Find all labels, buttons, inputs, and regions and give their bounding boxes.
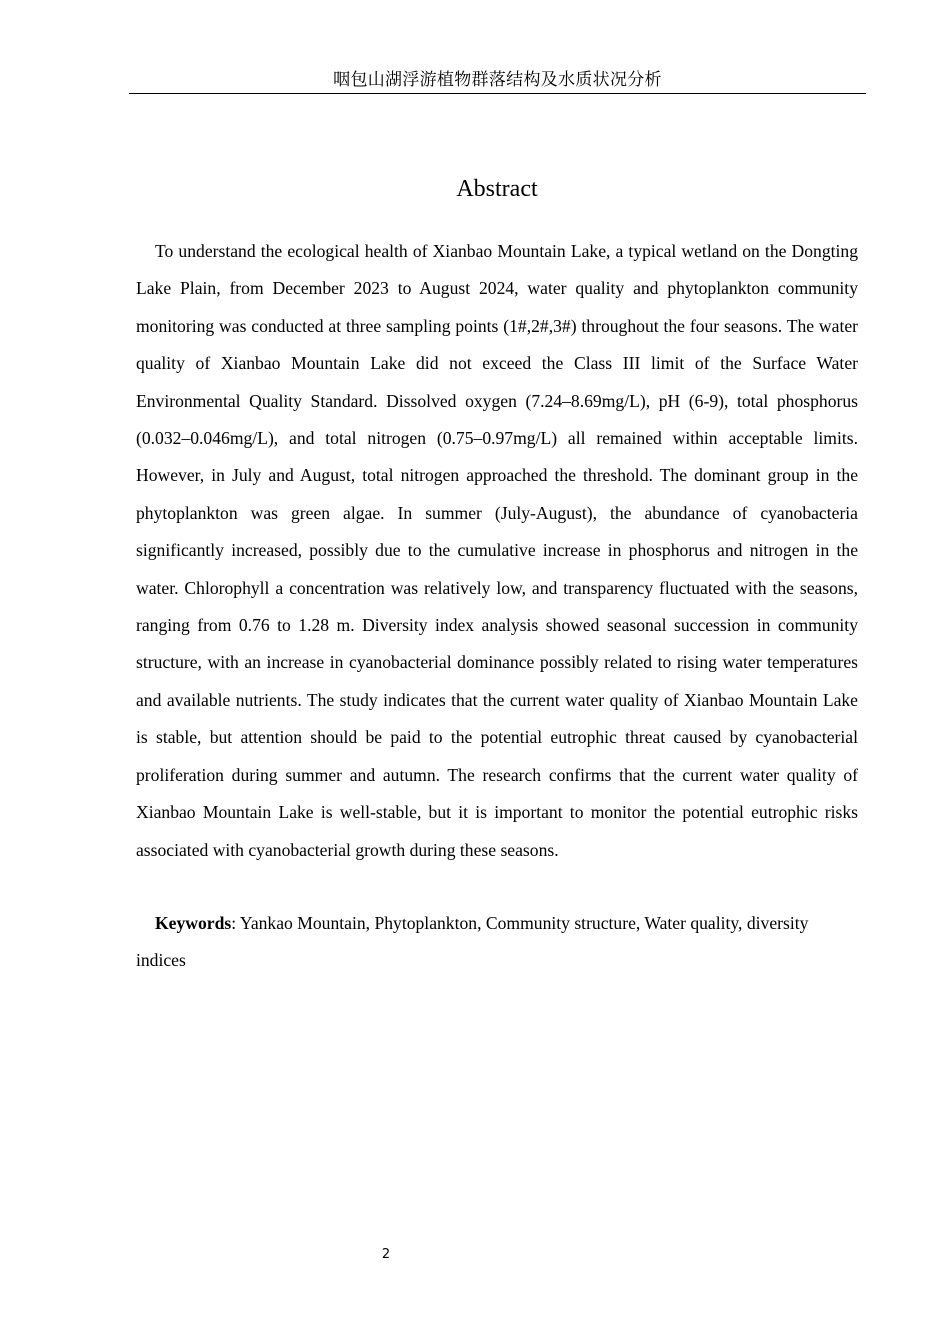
running-header-title: 咽包山湖浮游植物群落结构及水质状况分析 [333, 70, 662, 90]
abstract-body: To understand the ecological health of Xianbao Mountain Lake, a typical wetland on the Dongting Lake Plain, from December 2023 to August 2024, water quality and phytoplankton community monitoring was conducted at three sampling points (1#,2#,3#) throughout the four seasons. The water quality of Xianbao Mountain Lake did not exceed the Class III limit of the Surface Water Environmental Quality Standard. Dissolved oxygen (7.24–8.69mg/L), pH (6-9), total phosphorus (0.032–0.046mg/L), and total nitrogen (0.75–0.97mg/L) all remained within acceptable limits. However, in July and August, total nitrogen approached the threshold. The dominant group in the phytoplankton was green algae. In summer (July-August), the abundance of cyanobacteria significantly increased, possibly due to the cumulative increase in phosphorus and nitrogen in the water. Chlorophyll a concentration was relatively low, and transparency fluctuated with the seasons, ranging from 0.76 to 1.28 m. Diversity index analysis showed seasonal succession in community structure, with an increase in cyanobacterial dominance possibly related to rising water temperatures and available nutrients. The study indicates that the current water quality of Xianbao Mountain Lake is stable, but attention should be paid to the potential eutrophic threat caused by cyanobacterial proliferation during summer and autumn. The research confirms that the current water quality of Xianbao Mountain Lake is well-stable, but it is important to monitor the potential eutrophic risks associated with cyanobacterial growth during these seasons. [136, 241, 858, 860]
keywords-paragraph [136, 905, 858, 979]
running-header [129, 68, 866, 94]
page-number: 2 [381, 1247, 391, 1262]
keywords-label: Keywords [155, 913, 232, 933]
keywords-list: Yankao Mountain, Phytoplankton, Community structure, Water quality, diversity indices [136, 913, 809, 970]
abstract-title: Abstract [456, 176, 538, 202]
keywords-separator: : [231, 913, 240, 933]
